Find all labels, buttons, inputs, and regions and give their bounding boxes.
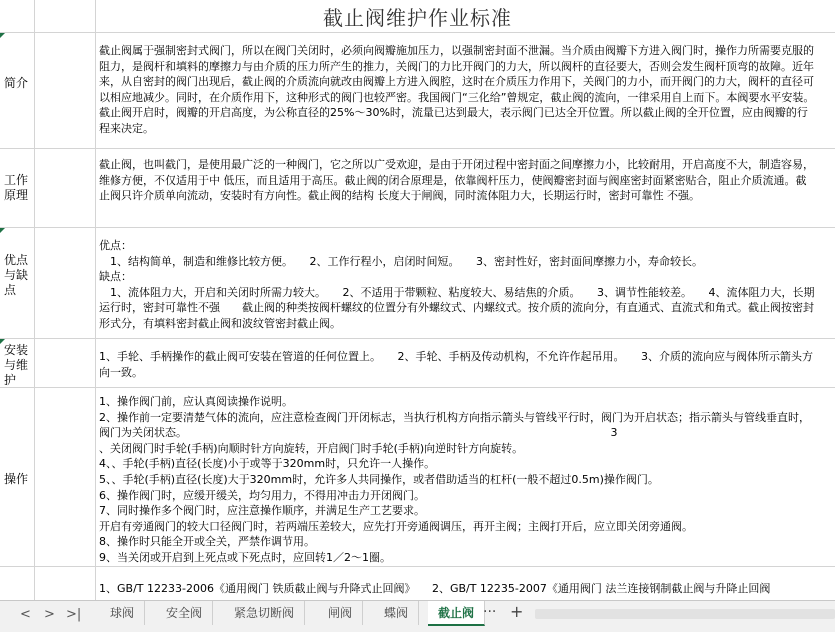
row-standards[interactable] [0,567,835,600]
row-content-intro[interactable]: 截止阀属于强制密封式阀门，所以在阀门关闭时，必须向阀瓣施加压力，以强制密封面不泄漏。当介质由阀瓣下方进入阀门时，操作力所需要克服的阻力，是阀杆和填料的摩擦力与由介质的压力所产生的推力，关阀门的力比开阀门的力大，所以阀杆的直径要大，否则会发生阀杆顶弯的故障。近年来，从自密封的阀门出现后，截止阀的介质流向就改由阀瓣上方进入阀腔，这时在介质压力作用下，关阀门的力小，而开阀门的力大，阀杆的直径可以相应地减少。同时，在介质作用下，这种形式的阀门也较严密。我国阀门“三化给”曾规定，截止阀的流向，一律采用自上而下。本阀要水平安装。截止阀开启时，阀瓣的开启高度，为公称直径的25%～30%时，流量已达到最大，表示阀门已达全开位置。所以截止阀的全开位置，应由阀瓣的行程来决定。 [99,44,815,135]
tab-butterfly-valve[interactable]: 蝶阀 [374,601,419,625]
row-content-principle[interactable]: 截止阀，也叫截门，是使用最广泛的一种阀门，它之所以广受欢迎，是由于开闭过程中密封面之间摩擦力小，比较耐用，开启高度不大，制造容易，维修方便，不仅适用于中 低压，而且适用于高压。截止阀的闭合原理是，依靠阀杆压力，使阀瓣密封面与阀座密封面紧密贴合，阻止介质流通。截止阀只许介质单向流动，安装时有方向性。截止阀的结构 长度大于闸阀，同时流体阻力大，长期运行时，密封可靠性 不强。 [99,158,814,203]
row-operation[interactable] [0,388,835,566]
row-content-pros-cons[interactable]: 优点： 1、结构简单，制造和维修比较方便。 2、工作行程小，启闭时间短。 3、密封性好，密封面间摩擦力小，寿命较长。 缺点： 1、流体阻力大，开启和关闭时所需力较大。 2、不适用于带颗粒、粘度较大、易结焦的介质。 3、调节性能较差。 4、流体阻力大，长期运行时，密封可靠性不强 截止阀的种类按阀杆螺纹的位置分有外螺纹式、内螺纹式。按介质的流向分，有直通式、直流式和角式。截止阀按密封形式分，有填料密封截止阀和波纹管密封截止阀。 [99,239,815,330]
last-sheet-button[interactable]: >| [66,607,82,622]
row-label-operation: 操作 [4,472,29,486]
tab-gate-valve[interactable]: 闸阀 [318,601,363,625]
tab-globe-valve[interactable]: 截止阀 [428,601,485,626]
row-content-operation[interactable]: 1、操作阀门前，应认真阅读操作说明。 2、操作前一定要清楚气体的流向，应注意检查阀门开闭标志，当执行机构方向指示箭头与管线平行时，阀门为开启状态；指示箭头与管线垂直时，阀门为关闭状态。 3 、关闭阀门时手轮(手柄)向顺时针方向旋转，开启阀门时手轮(手柄)向逆时针方向旋转。 4、、手轮(手柄)直径(长度)小于或等于320mm时，只允许一人操作。 5、、手轮(手柄)直径(长度)大于320mm时，允许多人共同操作，或者借助适当的杠杆(一般不超过0.5m)操作阀门。 6、操作阀门时，应缓开缓关，均匀用力，不得用冲击力开闭阀门。 7、同时操作多个阀门时，应注意操作顺序，并满足生产工艺要求。 开启有旁通阀门的较大口径阀门时，若两端压差较大，应先打开旁通阀调压，再开主阀；主阀打开后，应立即关闭旁通阀。 8、操作时只能全开或全关，严禁作调节用。 9、当关闭或开启到上死点或下死点时，应回转1／2～1圈。 [99,395,810,564]
sheet-tab-bar [0,600,835,632]
add-sheet-icon[interactable]: + [510,602,524,621]
title-cell[interactable] [0,0,835,33]
row-pros-cons[interactable] [0,228,835,338]
sheet-title: 截止阀维护作业标准 [323,6,512,30]
cell-marker [0,228,5,233]
row-content-standards[interactable]: 1、GB/T 12233-2006《通用阀门 铁质截止阀与升降式止回阀》 2、GB/T 12235-2007《通用阀门 法兰连接钢制截止阀与升降止回阀 [99,582,771,595]
more-sheets-icon[interactable]: ··· [483,604,497,620]
row-principle[interactable] [0,149,835,227]
row-install[interactable] [0,339,835,387]
horizontal-scrollbar[interactable] [535,609,835,619]
row-label-principle: 工作原理 [4,173,29,202]
cell-marker [0,33,5,38]
tab-emergency-shutoff-valve[interactable]: 紧急切断阀 [224,601,305,625]
prev-sheet-button[interactable]: < [20,607,31,622]
tab-safety-valve[interactable]: 安全阀 [156,601,213,625]
next-sheet-button[interactable]: > [44,607,55,622]
row-label-install: 安装与维护 [4,343,29,387]
row-label-pros-cons: 优点与缺点 [4,253,29,297]
tab-ball-valve[interactable]: 球阀 [100,601,145,625]
row-intro[interactable] [0,33,835,148]
row-label-intro: 简介 [4,76,29,90]
row-content-install[interactable]: 1、手轮、手柄操作的截止阀可安装在管道的任何位置上。 2、手轮、手柄及传动机构，不允许作起吊用。 3、介质的流向应与阀体所示箭头方向一致。 [99,350,813,379]
